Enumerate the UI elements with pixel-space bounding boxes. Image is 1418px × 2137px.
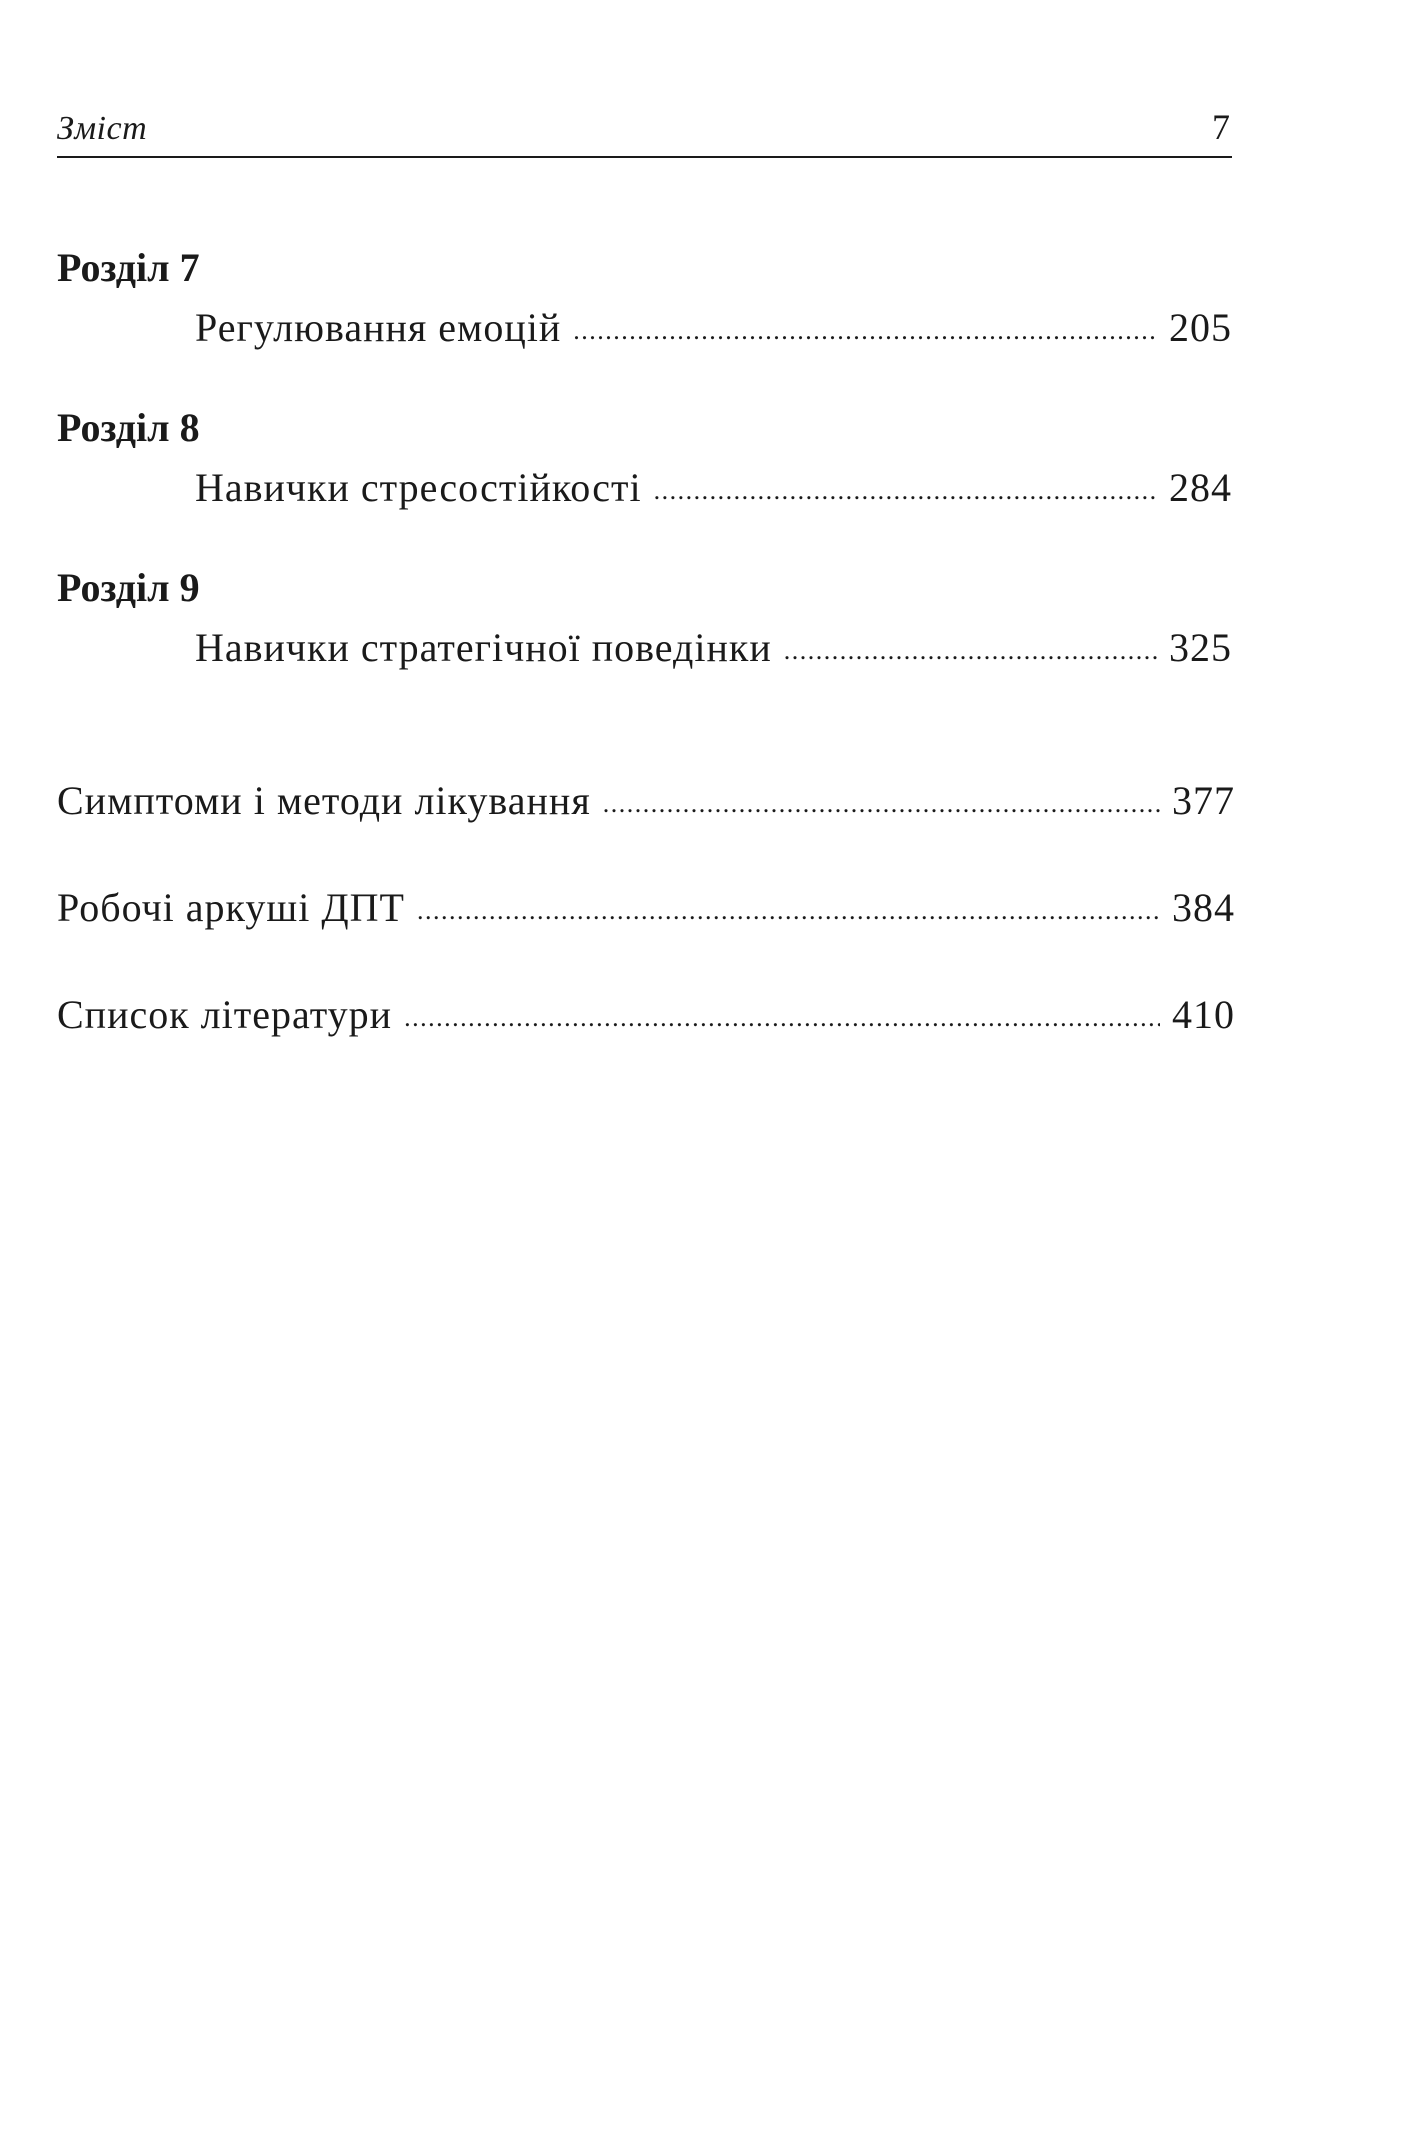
toc-entry[interactable] bbox=[57, 882, 1235, 939]
toc-entry[interactable] bbox=[57, 302, 1232, 359]
dot-leader bbox=[654, 465, 1157, 517]
dot-leader bbox=[404, 992, 1160, 1044]
toc-entry-page: 325 bbox=[1169, 625, 1232, 670]
running-header bbox=[57, 100, 1232, 158]
toc-entry[interactable] bbox=[57, 989, 1235, 1046]
dot-leader bbox=[417, 885, 1160, 937]
toc-entry-title: Регулювання емоцій bbox=[195, 305, 562, 350]
page-number: 7 bbox=[1212, 107, 1230, 147]
chapter-label: Розділ 9 bbox=[57, 565, 200, 610]
toc-chapter-9 bbox=[57, 564, 1232, 679]
dot-leader bbox=[603, 778, 1160, 830]
toc-entry[interactable] bbox=[57, 775, 1235, 832]
toc-entry-page: 284 bbox=[1169, 465, 1232, 510]
toc-entry-title: Робочі аркуші ДПТ bbox=[57, 885, 405, 930]
toc-entry[interactable] bbox=[57, 462, 1232, 519]
toc-backmatter-symptoms bbox=[57, 775, 1235, 832]
toc-entry-title: Список літератури bbox=[57, 992, 393, 1037]
running-title: Зміст bbox=[57, 110, 148, 147]
toc-entry-title: Симптоми і методи лікування bbox=[57, 778, 591, 823]
dot-leader bbox=[573, 305, 1157, 357]
dot-leader bbox=[784, 625, 1157, 677]
toc-backmatter-worksheets bbox=[57, 882, 1235, 939]
toc-entry-page: 377 bbox=[1172, 778, 1235, 823]
toc-entry-page: 384 bbox=[1172, 885, 1235, 930]
toc-entry-title: Навички стратегічної поведінки bbox=[195, 625, 772, 670]
toc-chapter-7 bbox=[57, 244, 1232, 359]
chapter-label: Розділ 8 bbox=[57, 405, 200, 450]
chapter-label: Розділ 7 bbox=[57, 245, 200, 290]
toc-entry-page: 205 bbox=[1169, 305, 1232, 350]
toc-entry-title: Навички стресостійкості bbox=[195, 465, 642, 510]
toc-backmatter-bibliography bbox=[57, 989, 1235, 1046]
toc-entry-page: 410 bbox=[1172, 992, 1235, 1037]
toc-chapter-8 bbox=[57, 404, 1232, 519]
toc-entry[interactable] bbox=[57, 622, 1232, 679]
